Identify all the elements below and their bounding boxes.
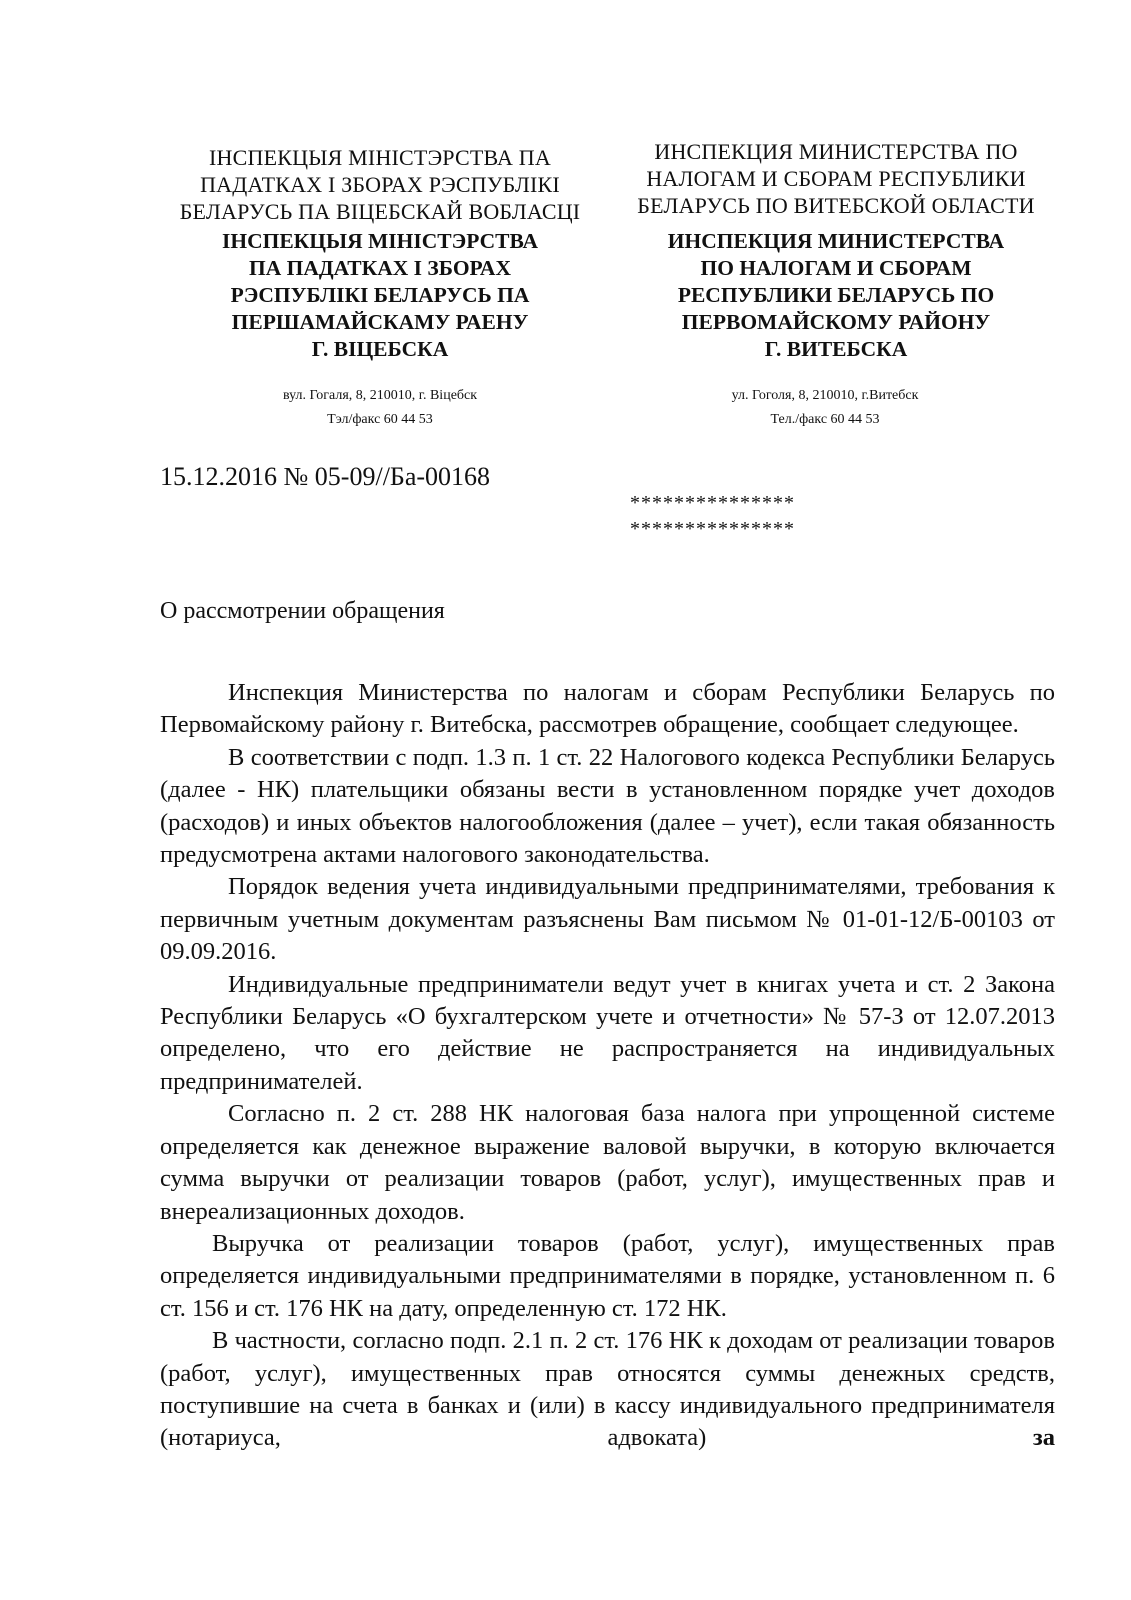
addressee-line: *************** [630,518,795,540]
body-paragraph: Согласно п. 2 ст. 288 НК налоговая база налога при упрощенной системе определяется как денежное выражение валовой выручки, в которую включается сумма выручки от реализации товаров (работ, услуг), имущественных прав и внереализационных доходов. [160,1100,1055,1225]
body-paragraph: В соответствии с подп. 1.3 п. 1 ст. 22 Налогового кодекса Республики Беларусь (далее - НК) плательщики обязаны вести в установленном порядке учет доходов (расходов) и иных объектов налогообложения (далее – учет), если такая обязанность предусмотрена актами налогового законодательства. [160,743,1055,869]
header-left-bold-line: РЭСПУБЛІКІ БЕЛАРУСЬ ПА [230,283,530,307]
header-right-line: НАЛОГАМ И СБОРАМ РЕСПУБЛИКИ [646,166,1026,191]
address-left-street: вул. Гогаля, 8, 210010, г. Віцебск [282,388,478,403]
header-left-bold-line: ПЕРШАМАЙСКАМУ РАЕНУ [231,310,529,334]
address-left [190,384,570,432]
body-paragraph-bold-tail: за [1032,1424,1055,1452]
header-right-bold-line: Г. ВИТЕБСКА [764,337,908,361]
body-paragraph: Инспекция Министерства по налогам и сборам Республики Беларусь по Первомайскому району г. Витебска, рассмотрев обращение, сообщает следующее. [160,679,1055,739]
header-right [618,138,1054,363]
header-left-bold-line: ІНСПЕКЦЫЯ МІНІСТЭРСТВА [222,229,538,253]
address-left-phone: Тэл/факс 60 44 53 [327,412,433,427]
header-right-bold-line: ПЕРВОМАЙСКОМУ РАЙОНУ [681,310,991,334]
header-right-office [618,228,1054,363]
header-left-office [155,228,605,363]
header-right-line: БЕЛАРУСЬ ПО ВИТЕБСКОЙ ОБЛАСТИ [637,193,1035,218]
header-left-bold-line: ПА ПАДАТКАХ І ЗБОРАХ [249,256,511,280]
header-right-line: ИНСПЕКЦИЯ МИНИСТЕРСТВА ПО [654,139,1018,164]
header-left-bold-line: Г. ВІЦЕБСКА [311,337,449,361]
address-right-phone: Тел./факс 60 44 53 [770,412,880,427]
addressee [630,490,795,542]
registration-number: 15.12.2016 № 05-09//Ба-00168 [160,462,491,491]
header-left-line: ПАДАТКАХ І ЗБОРАХ РЭСПУБЛІКІ [200,172,560,197]
body-paragraph: Выручка от реализации товаров (работ, услуг), имущественных прав определяется индивидуальными предпринимателями в порядке, установленном п. 6 ст. 156 и ст. 176 НК на дату, определенную ст. 172 НК. [160,1229,1055,1322]
header-right-region [618,138,1054,219]
letter-subject: О рассмотрении обращения [160,598,445,624]
header-left-line: ІНСПЕКЦЫЯ МІНІСТЭРСТВА ПА [209,145,551,170]
body-paragraph-continued [160,1325,1055,1455]
header-right-bold-line: ПО НАЛОГАМ И СБОРАМ [700,256,972,280]
header-right-bold-line: ИНСПЕКЦИЯ МИНИСТЕРСТВА [667,229,1005,253]
address-right-street: ул. Гоголя, 8, 210010, г.Витебск [731,388,919,403]
letter-body [160,677,1055,1455]
header-left-region [155,144,605,225]
addressee-line: *************** [630,492,795,514]
address-right [640,384,1010,432]
header-left [155,144,605,363]
body-paragraph: Индивидуальные предприниматели ведут учет в книгах учета и ст. 2 Закона Республики Беларусь «О бухгалтерском учете и отчетности» № 57-З от 12.07.2013 определено, что его действие не распространяется на индивидуальных предпринимателей. [160,970,1055,1095]
header-right-bold-line: РЕСПУБЛИКИ БЕЛАРУСЬ ПО [677,283,995,307]
body-paragraph-text: В частности, согласно подп. 2.1 п. 2 ст. 176 НК к доходам от реализации товаров (работ, услуг), имущественных прав относятся суммы денежных средств, поступившие на счета в банках и (или) в кассу индивидуального предпринимателя (нотариуса, адвоката) [160,1327,1055,1452]
body-paragraph: Порядок ведения учета индивидуальными предпринимателями, требования к первичным учетным документам разъяснены Вам письмом № 01-01-12/Б-00103 от 09.09.2016. [160,873,1055,966]
header-left-line: БЕЛАРУСЬ ПА ВІЦЕБСКАЙ ВОБЛАСЦІ [179,199,581,224]
